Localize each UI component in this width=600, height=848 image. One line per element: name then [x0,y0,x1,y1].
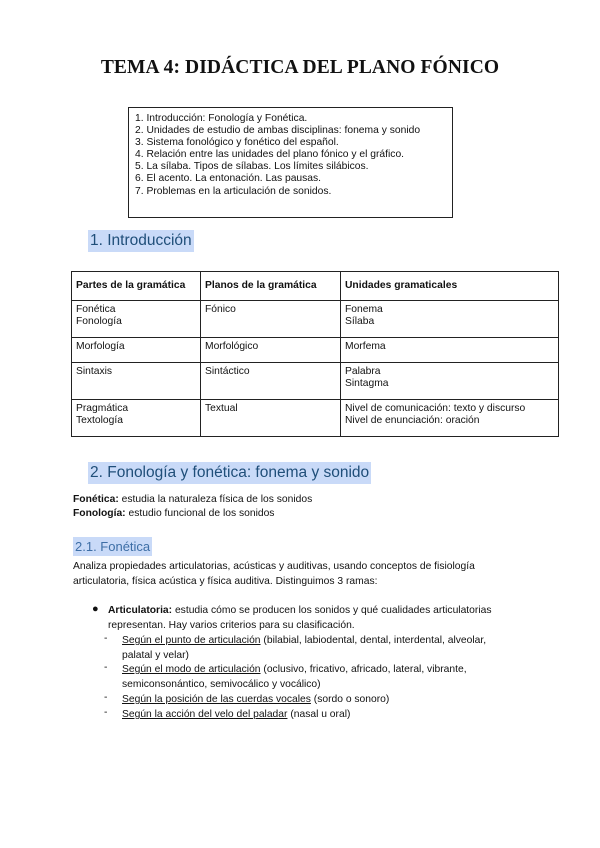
criterion-item [122,633,542,663]
definition-fonologia [73,507,274,520]
cell-line: Pragmática [76,403,129,414]
table-cell: Morfema [341,338,559,363]
criterion-item [122,707,542,722]
column-header: Partes de la gramática [72,272,201,301]
bullet-text: estudia cómo se producen los sonidos y qué cualidades articulatorias [172,605,492,616]
cell-line: Fonética [76,304,116,315]
table-of-contents [128,107,453,218]
cell-line: Fonema [345,304,383,315]
criterion-label: Según el punto de articulación [122,635,261,646]
table-cell [72,301,201,338]
paragraph-line: articulatoria, física acústica y física auditiva. Distinguimos 3 ramas: [73,576,378,587]
table-cell: Fónico [201,301,341,338]
criterion-label: Según la posición de las cuerdas vocales [122,694,311,705]
paragraph-line: Analiza propiedades articulatorias, acústicas y auditivas, usando conceptos de fisiología [73,561,475,572]
dash-icon: - [104,692,108,703]
toc-item: 2. Unidades de estudio de ambas disciplinas: fonema y sonido [135,125,421,137]
toc-item: 1. Introducción: Fonología y Fonética. [135,113,308,124]
table-cell [341,363,559,400]
toc-item: 7. Problemas en la articulación de sonidos. [135,185,332,197]
cell-line: Textología [76,415,123,427]
criterion-text-line: palatal y velar) [122,650,189,661]
term-fonologia: Fonología: [73,508,126,519]
criterion-label: Según la acción del velo del paladar [122,709,288,720]
criterion-item [122,692,542,707]
grammar-table [71,271,559,437]
criterion-text: (oclusivo, fricativo, africado, lateral, vibrante, [260,664,467,675]
table-row [72,400,559,437]
section-heading-introduccion: 1. Introducción [88,230,194,252]
bullet-articulatoria [108,603,538,633]
table-cell: Morfología [72,338,201,363]
definition-text: estudia la naturaleza física de los sonidos [118,494,313,505]
bullet-icon: ● [92,603,99,615]
criterion-text: (sordo o sonoro) [310,694,390,705]
criterion-label: Según el modo de articulación [122,664,261,675]
page-title: TEMA 4: DIDÁCTICA DEL PLANO FÓNICO [100,57,500,78]
bullet-text-line: representan. Hay varios criterios para su clasificación. [108,620,355,631]
criterion-text: (bilabial, labiodental, dental, interdental, alveolar, [260,635,487,646]
cell-line: Palabra [345,366,381,377]
table-cell: Morfológico [201,338,341,363]
table-cell: Sintaxis [72,363,201,400]
criterion-text: (nasal u oral) [287,709,351,720]
table-cell [341,400,559,437]
toc-item: 5. La sílaba. Tipos de sílabas. Los límites silábicos. [135,161,369,173]
subsection-heading-fonetica: 2.1. Fonética [75,539,151,554]
intro-paragraph [73,559,543,589]
table-cell: Textual [201,400,341,437]
section-heading-fonologia-fonetica: 2. Fonología y fonética: fonema y sonido [88,462,371,484]
column-header: Planos de la gramática [201,272,341,301]
term-fonetica: Fonética: [73,494,119,505]
table-cell: Sintáctico [201,363,341,400]
table-header-row [72,272,559,301]
dash-icon: - [104,662,108,673]
criterion-item [122,662,542,692]
toc-item: 3. Sistema fonológico y fonético del español. [135,137,339,149]
dash-icon: - [104,633,108,644]
column-header: Unidades gramaticales [341,272,559,301]
table-row [72,363,559,400]
cell-line: Sintagma [345,378,389,390]
toc-item: 6. El acento. La entonación. Las pausas. [135,173,322,185]
table-cell [72,400,201,437]
table-row [72,338,559,363]
cell-line: Sílaba [345,316,375,328]
cell-line: Nivel de enunciación: oración [345,415,480,427]
criterion-text-line: semiconsonántico, semivocálico y vocálico) [122,679,321,690]
cell-line: Nivel de comunicación: texto y discurso [345,403,526,414]
definition-fonetica [73,493,312,506]
definition-text: estudio funcional de los sonidos [125,508,275,519]
table-row [72,301,559,338]
toc-item: 4. Relación entre las unidades del plano fónico y el gráfico. [135,149,405,161]
cell-line: Fonología [76,316,122,328]
term-articulatoria: Articulatoria: [108,605,173,616]
dash-icon: - [104,707,108,718]
table-cell [341,301,559,338]
